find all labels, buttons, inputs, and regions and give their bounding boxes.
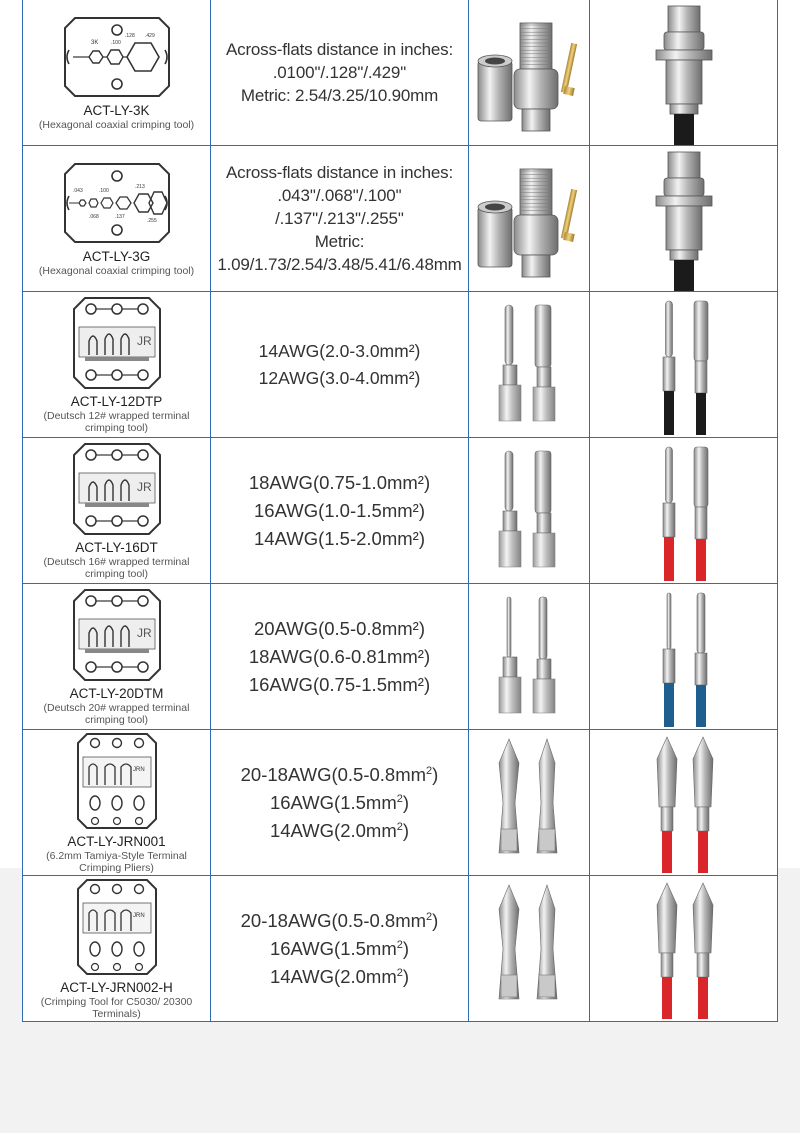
loose-terminals-photo: [479, 587, 579, 727]
svg-text:.100: .100: [110, 40, 121, 46]
tamiya-terminals-crimped-photo: [629, 733, 739, 873]
spec-line: 18AWG(0.75-1.0mm²): [248, 471, 431, 493]
tool-die-cell: [23, 876, 211, 1022]
tamiya-die-drawing-icon: [75, 877, 159, 977]
spec-line: $14AWG(2.0mm^2)$: [269, 965, 410, 987]
tool-row: [23, 584, 778, 730]
crimped-terminals-photo: [629, 295, 739, 435]
svg-text:.255: .255: [146, 218, 157, 224]
crimped-photo-cell: [590, 584, 778, 730]
spec-line: 14AWG(1.5-2.0mm²): [254, 527, 425, 549]
spec-cell: [211, 0, 469, 146]
spec-line: 12AWG(3.0-4.0mm²): [258, 367, 421, 388]
spec-line: .0100''/.128''/.429'': [272, 63, 407, 82]
crimped-photo-cell: [590, 146, 778, 292]
deutsch-die-drawing-icon: [71, 441, 163, 537]
spec-line: $14AWG(2.0mm^2)$: [269, 819, 410, 841]
svg-text:.213: .213: [134, 184, 145, 190]
tool-description: (Deutsch 20# wrapped terminal crimping tool): [43, 702, 190, 726]
spec-line: 16AWG(0.75-1.5mm²): [248, 673, 431, 695]
die-mark-label: 3K: [90, 40, 98, 46]
crimped-photo-cell: [590, 292, 778, 438]
tool-row: [23, 876, 778, 1022]
tool-row: [23, 292, 778, 438]
crimped-terminals-photo: [629, 587, 739, 727]
spec-line: $20-18AWG(0.5-0.8mm^2)$: [240, 763, 439, 785]
tamiya-terminals-loose-photo: [479, 879, 579, 1019]
tool-die-cell: [23, 730, 211, 876]
tool-model-name: ACT-LY-JRN001: [67, 834, 166, 849]
tool-model-name: ACT-LY-3K: [83, 103, 150, 118]
spec-line: $16AWG(1.5mm^2)$: [269, 791, 410, 813]
hex-die-drawing-icon: [61, 160, 173, 246]
bnc-connector-parts-photo: [470, 149, 588, 289]
terminal-photo-cell: [469, 730, 590, 876]
tool-description: (Deutsch 16# wrapped terminal crimping tool): [43, 556, 190, 580]
svg-text:.128: .128: [124, 33, 135, 39]
svg-text:.429: .429: [144, 33, 155, 39]
tool-die-cell: [23, 0, 211, 146]
spec-cell: [211, 438, 469, 584]
loose-terminals-photo: [479, 441, 579, 581]
spec-line: 20AWG(0.5-0.8mm²): [254, 617, 425, 639]
bnc-connector-assembled-photo: [634, 146, 734, 291]
tool-description: (Crimping Tool for C5030/ 20300 Terminals): [40, 996, 193, 1020]
die-brand-mark: JR: [136, 480, 152, 494]
svg-text:.100: .100: [98, 188, 109, 194]
spec-line: 14AWG(2.0-3.0mm²): [258, 340, 421, 361]
terminal-photo-cell: [469, 146, 590, 292]
die-brand-mark: JR: [136, 334, 152, 348]
tool-die-cell: [23, 146, 211, 292]
svg-text:.137: .137: [114, 214, 125, 220]
spec-cell: [211, 730, 469, 876]
tool-row: [23, 730, 778, 876]
crimped-photo-cell: [590, 730, 778, 876]
crimped-terminals-photo: [629, 441, 739, 581]
tool-model-name: ACT-LY-JRN002-H: [60, 980, 173, 995]
bnc-connector-parts-photo: [470, 3, 588, 143]
spec-line: Across-flats distance in inches:: [226, 40, 453, 59]
tool-row: [23, 0, 778, 146]
spec-cell: [211, 292, 469, 438]
terminal-photo-cell: [469, 584, 590, 730]
tool-die-cell: [23, 584, 211, 730]
tamiya-terminals-crimped-photo: [629, 879, 739, 1019]
crimp-die-spec-table: [22, 0, 778, 1022]
tool-description: (Hexagonal coaxial crimping tool): [38, 119, 195, 131]
terminal-photo-cell: [469, 0, 590, 146]
die-brand-mark: JR: [136, 626, 152, 640]
spec-line: /.137''/.213''/.255'': [275, 209, 404, 228]
spec-line: Across-flats distance in inches:: [226, 163, 453, 182]
spec-cell: [211, 146, 469, 292]
svg-text:.043: .043: [72, 188, 83, 194]
tool-model-name: ACT-LY-3G: [82, 249, 151, 264]
spec-line: Metric: 2.54/3.25/10.90mm: [240, 86, 439, 105]
spec-cell: [211, 584, 469, 730]
tamiya-die-drawing-icon: [75, 731, 159, 831]
svg-text:.068: .068: [88, 214, 99, 220]
tool-row: [23, 146, 778, 292]
spec-line: .043''/.068''/.100'': [277, 186, 402, 205]
spec-line: 1.09/1.73/2.54/3.48/5.41/6.48mm: [217, 255, 462, 274]
spec-line: $20-18AWG(0.5-0.8mm^2)$: [240, 909, 439, 931]
crimped-photo-cell: [590, 438, 778, 584]
spec-cell: [211, 876, 469, 1022]
die-brand-mark: JRN: [132, 767, 145, 773]
terminal-photo-cell: [469, 876, 590, 1022]
tool-die-cell: [23, 438, 211, 584]
loose-terminals-photo: [479, 295, 579, 435]
bnc-connector-assembled-photo: [634, 0, 734, 145]
deutsch-die-drawing-icon: [71, 587, 163, 683]
tool-model-name: ACT-LY-12DTP: [70, 394, 163, 409]
hex-die-drawing-icon: [61, 14, 173, 100]
deutsch-die-drawing-icon: [71, 295, 163, 391]
spec-line: 16AWG(1.0-1.5mm²): [254, 499, 425, 521]
crimped-photo-cell: [590, 876, 778, 1022]
tool-model-name: ACT-LY-20DTM: [69, 686, 164, 701]
spec-line: Metric:: [314, 232, 365, 251]
terminal-photo-cell: [469, 292, 590, 438]
tool-die-cell: [23, 292, 211, 438]
spec-line: $16AWG(1.5mm^2)$: [269, 937, 410, 959]
tamiya-terminals-loose-photo: [479, 733, 579, 873]
die-brand-mark: JRN: [132, 913, 145, 919]
tool-row: [23, 438, 778, 584]
tool-description: (6.2mm Tamiya-Style Terminal Crimping Pliers): [46, 850, 187, 874]
crimped-photo-cell: [590, 0, 778, 146]
tool-description: (Hexagonal coaxial crimping tool): [38, 265, 195, 277]
terminal-photo-cell: [469, 438, 590, 584]
tool-description: (Deutsch 12# wrapped terminal crimping tool): [43, 410, 190, 434]
spec-line: 18AWG(0.6-0.81mm²): [248, 645, 431, 667]
tool-model-name: ACT-LY-16DT: [75, 540, 158, 555]
